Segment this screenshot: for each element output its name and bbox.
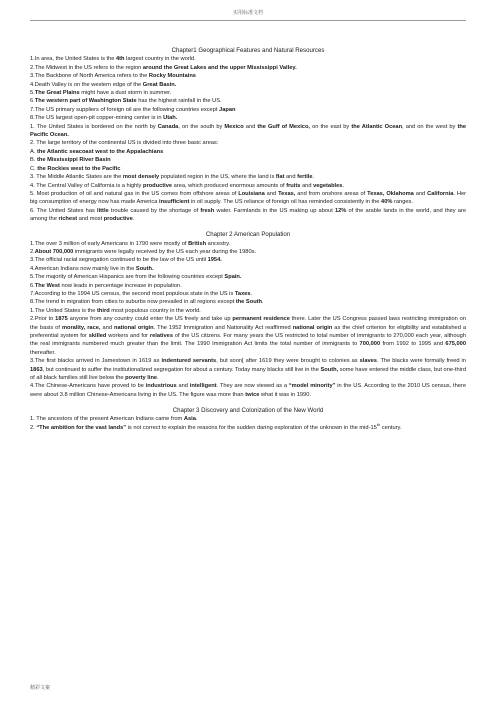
plain-text: is not correct to explain the reasons for the sudden daring exploration of the unknown in the mid-15 [126,424,377,431]
emphasis-text: South, [320,366,339,373]
emphasis-text: Texas, [278,190,296,197]
plain-text: , and on the west by [402,123,458,130]
emphasis-text: 700,000 [359,341,381,348]
emphasis-text: the Atlantic Ocean [351,123,403,130]
emphasis-text: fruits [286,182,301,189]
plain-text: . Her big consumption of energy now has made America [30,190,467,206]
plain-text: , but soon[ after 1619 they were brought to colonies as [216,358,360,365]
plain-text: . The blacks were formally freed in [376,358,466,365]
ordinal-suffix: th [376,421,381,427]
emphasis-text: South. [135,265,154,272]
list-item [30,290,466,298]
plain-text: of the US citizens. For many years the US restricted to total number of immigrants to 270,000 each year, although the real immigrants numbered much greater than the limit. The 1990 Immigration Act limits the total number of immigrants to [30,333,466,348]
plain-text: water. Farmlands in the US making up about [214,207,335,214]
emphasis-text: the Mississippi River Basin [36,157,111,164]
emphasis-text: relatives [149,333,173,339]
plain-text: and from onshore areas of [295,190,368,197]
plain-text: C. [30,165,38,172]
plain-text: on the east by [310,123,352,130]
list-item [30,298,466,306]
plain-text: 7.The US primary suppliers of foreign oil are the following countries except [30,106,220,113]
chapter1-paragraph-oil [30,190,466,207]
plain-text: . [312,174,315,181]
plain-text: immigrants were legally received by the US each year during the 1980s. [73,248,257,255]
list-item [30,114,466,122]
chapter2-paragraph-blacks [30,357,466,382]
emphasis-text: “model minority” [288,383,336,390]
plain-text: trouble caused by the shortage of [108,207,201,214]
plain-text: from 1992 to 1995 and [380,341,446,348]
chapter2-paragraph-immigration [30,315,466,357]
chapter2-paragraph-chinese-americans [30,382,466,399]
plain-text: century. [380,424,402,431]
emphasis-text: national origin [292,324,333,331]
plain-text: what it was in 1990. [259,391,311,398]
plain-text: and [176,383,190,390]
chapter2-title: Chapter 2 American Population [205,231,291,239]
emphasis-text: Asia [183,416,196,423]
list-item [30,64,466,72]
area-item [30,156,466,164]
emphasis-text: fertile [297,174,313,181]
plain-text: and most [77,216,104,223]
emphasis-text: fresh [200,207,215,214]
plain-text: , but continued to suffer the institutionalized segregation for about a century. Today many blacks still live in the [42,366,321,373]
page-footer: 精彩文案 [30,685,51,691]
emphasis-text: “The ambition for the vast lands” [36,424,127,431]
list-item [30,72,466,80]
emphasis-text: insufficient [159,199,190,206]
plain-text: 6. The United States has [30,207,97,214]
emphasis-text: Rocky Mountains [148,73,196,80]
list-item [30,282,466,290]
emphasis-text: 4th [116,56,125,63]
plain-text: 2.Prior to [30,316,56,323]
plain-text: and [264,190,279,197]
emphasis-text: flat [275,174,285,181]
document-body [30,47,466,432]
plain-text: workers and for [106,333,150,339]
emphasis-text: Great Basin. [142,81,177,88]
list-item [30,97,466,105]
chapter3-title: Chapter 3 Discovery and Colonization of the New World [172,406,324,414]
list-item [30,240,466,248]
emphasis-text: intelligent [189,383,217,390]
plain-text: 1. The ancestors of the present American Indians came from [30,416,184,423]
plain-text: ranges. [392,199,413,206]
emphasis-text: indentured servants [161,358,217,365]
plain-text: 3.The official racial segregation continued to be the law of the US until [30,257,208,264]
emphasis-text: productive [142,182,173,189]
plain-text: and [300,182,314,189]
plain-text: some have entered the middle class, but one-third of all black families still live below the [30,366,466,382]
plain-text: 1.The United States is the [30,307,98,314]
plain-text: 1.The over 3 million of early Americans in 1790 were mostly of [30,240,189,247]
plain-text: A. [30,148,37,155]
emphasis-text: 675,000 [445,341,466,348]
plain-text: 6. [30,282,35,289]
emphasis-text: industrious [145,383,177,390]
plain-text: 8.The trend in migration from cities to suburbs now prevailed in all regions except [30,299,236,306]
plain-text: . They are now viewed as a [216,383,289,390]
chapter1-paragraph-central-valley [30,182,466,190]
emphasis-text: vegetables [313,182,343,189]
emphasis-text: richest [58,216,78,223]
emphasis-text: The western part of Washington State [34,98,137,105]
plain-text: 1. The United States is bordered on the north by [30,123,158,130]
plain-text: 4.Death Valley is on the western edge of the [30,81,143,88]
plain-text: area, which produced enormous amounts of [172,182,287,189]
page-header: 实用标准文档 [232,10,263,16]
plain-text: B. [30,157,37,164]
plain-text: and [413,190,428,197]
plain-text: , on the south by [178,123,225,130]
emphasis-text: the Guff of Mexico, [257,123,310,130]
list-item [30,89,466,97]
header-divider [30,20,466,21]
plain-text: 1.In area, the United States is the [30,56,116,63]
emphasis-text: productive [103,216,133,223]
plain-text: in the US. According to the 2010 US census, there were about 3.8 million Chinese-Americans living in the US. The figure was more than [30,383,466,398]
plain-text: 2.The Midwest in the US refers to the region [30,64,143,71]
plain-text: 5. [30,90,35,97]
plain-text: populated region in the US, where the land is [159,174,276,181]
chapter2-list [30,240,466,316]
chapter1-paragraph-borders [30,123,466,140]
emphasis-text: the Atlantic seacoast west to the Appalachians [36,148,164,155]
plain-text: . The 1952 Immigration and Nationality Act reaffirmed [153,324,293,331]
area-item [30,148,466,156]
emphasis-text: slaves [359,358,377,365]
plain-text: 3.The first blacks arrived in Jamestown in 1619 as [30,358,162,365]
emphasis-text: Spain. [224,274,242,281]
plain-text: most populous country in the world. [109,307,201,314]
emphasis-text: Utah. [163,115,178,122]
plain-text: as the chief criterion for eligibility and established a preferential system for [30,324,467,339]
plain-text: . [157,375,159,382]
list-item [30,273,466,281]
plain-text: has the highest rainfall in the US. [136,98,222,105]
chapter1-paragraph-water [30,207,466,224]
emphasis-text: British [188,240,207,247]
emphasis-text: 40% [381,199,393,206]
emphasis-text: most densely [122,174,160,181]
chapter3-paragraph-ancestors [30,415,466,423]
emphasis-text: around the Great Lakes and the upper Mississippi Valley. [142,64,297,71]
emphasis-text: 12% [334,207,347,214]
chapter1-paragraph-middle-atlantic [30,173,466,181]
emphasis-text: The West [34,282,60,289]
emphasis-text: 1954. [207,257,222,264]
emphasis-text: 1863 [30,366,43,373]
emphasis-text: Japan [219,106,236,113]
plain-text: now leads in percentage increase in population. [59,282,182,289]
plain-text: thereafter. [30,349,56,356]
plain-text: and [243,123,258,130]
list-item [30,55,466,63]
list-item [30,248,466,256]
emphasis-text: California [427,190,454,197]
emphasis-text: permanent residence [232,316,290,323]
emphasis-text: About 700,000 [34,248,74,255]
plain-text: anyone from any country could enter the US freely and take up [67,316,233,323]
plain-text: 3. The Middle Atlantic States are the [30,174,123,181]
plain-text: . [342,182,345,189]
emphasis-text: Louisiana [238,190,265,197]
emphasis-text: Canada [157,123,179,130]
list-item [30,106,466,114]
emphasis-text: the Rockies west to the Pacific [37,165,121,172]
emphasis-text: third [97,307,110,314]
list-item [30,265,466,273]
list-item [30,256,466,264]
plain-text: might have a dust storm in summer. [79,90,172,97]
plain-text: 4.American Indians now mainly live in the [30,265,136,272]
plain-text: ancestry. [206,240,231,247]
chapter1-title: Chapter1 Geographical Features and Natural Resources [171,47,325,54]
plain-text: 4. The Central Valley of California is a highly [30,182,143,189]
emphasis-text: The Great Plains [34,90,80,97]
chapter1-list [30,55,466,122]
emphasis-text: Taxes [234,290,251,297]
plain-text: of the arable lands in the world, and they are among the [30,207,467,223]
plain-text: 4.The Chinese-Americans have proved to be [30,383,146,390]
plain-text: and [100,324,115,331]
emphasis-text: the South [235,299,263,306]
emphasis-text: Mexico [224,123,244,130]
emphasis-text: national origin [114,324,154,331]
chapter3-paragraph-exploration [30,421,466,432]
emphasis-text: skilled [88,333,107,339]
plain-text: 5.The majority of American Hispanics are from the following countries except [30,274,225,281]
plain-text: . [250,290,253,297]
emphasis-text: morality, race, [61,324,101,331]
list-item [30,81,466,89]
emphasis-text: poverty line [125,375,158,382]
plain-text: 5. Most production of oil and natural gas in the US comes from offshore areas of [30,190,239,197]
plain-text: in oil supply. The US reliance of foreign oil has reminded consistently in the [189,199,382,206]
emphasis-text: the Pacific Ocean. [30,123,466,139]
plain-text: 7.According to the 1994 US census, the second most populous state in the US is [30,290,235,297]
emphasis-text: 1875 [55,316,68,323]
emphasis-text: Texas, Oklahoma [367,190,414,197]
area-item [30,165,466,173]
plain-text: and [284,174,298,181]
plain-text: 3.The Backbone of North America refers to the [30,73,149,80]
plain-text: . [195,416,198,423]
plain-text: 2. [30,424,37,431]
plain-text: . [132,216,135,223]
plain-text: 6. [30,98,35,105]
plain-text: 8.The US largest open-pit copper-mining center is in [30,115,164,122]
plain-text: 2. [30,248,35,255]
chapter1-paragraph-areas: 2. The large territory of the continental US is divided into three basic areas: [30,140,219,147]
emphasis-text: little [97,207,109,214]
list-item [30,307,466,315]
plain-text: . [262,299,264,306]
plain-text: there. Later the US Congress passed laws restricting immigration on the basis of [30,316,467,331]
plain-text: largest country in the world. [124,56,196,63]
emphasis-text: twice [245,391,260,398]
